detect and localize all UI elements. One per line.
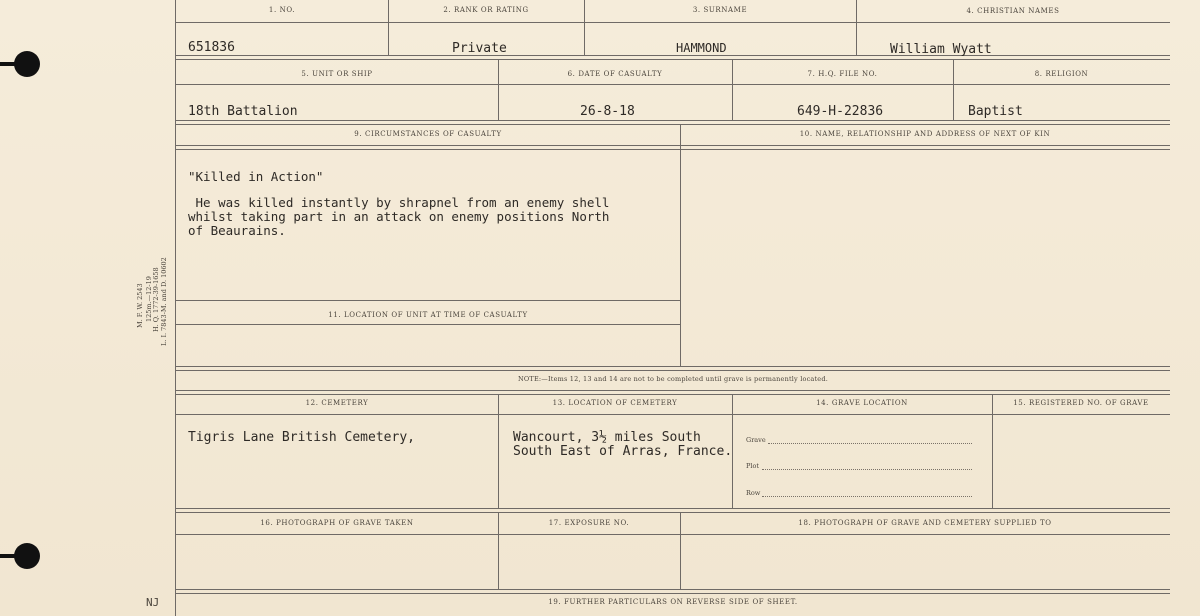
divider [176,22,1170,23]
value-date: 26-8-18 [580,104,635,119]
punch-hole-top [14,51,40,77]
side-print-1: M. F. W. 2543 [136,283,144,328]
value-christian: William Wyatt [890,42,992,57]
divider [176,120,1170,125]
divider [176,324,680,325]
divider [176,589,1170,594]
circumstances-line-1: "Killed in Action" [188,169,324,184]
divider [498,60,499,120]
header-circumstances: 9. CIRCUMSTANCES OF CASUALTY [354,130,502,138]
value-no: 651836 [188,40,235,55]
divider [176,366,1170,371]
divider [176,414,1170,415]
header-kin: 10. NAME, RELATIONSHIP AND ADDRESS OF NEXT OF KIN [799,130,1051,138]
header-surname: 3. SURNAME [692,6,748,14]
header-registered: 15. REGISTERED NO. OF GRAVE [1013,399,1149,407]
value-hq: 649-H-22836 [797,104,884,119]
header-exposure: 17. EXPOSURE NO. [548,519,630,527]
divider [176,55,1170,60]
note-text: NOTE:—Items 12, 13 and 14 are not to be completed until grave is permanently located. [518,375,828,383]
header-hq: 7. H.Q. FILE NO. [807,70,878,78]
divider [176,84,1170,85]
header-photo-supplied: 18. PHOTOGRAPH OF GRAVE AND CEMETERY SUPPLIED TO [798,519,1052,527]
punch-hole-bottom [14,543,40,569]
plot-field-label: Plot [746,462,759,470]
header-cem-location: 13. LOCATION OF CEMETERY [552,399,678,407]
divider [953,60,954,120]
header-cemetery: 12. CEMETERY [305,399,369,407]
row-field-label: Row [746,489,761,497]
value-cem-location-1: Wancourt, 3½ miles South [513,430,701,445]
circumstances-line-4: of Beaurains. [188,223,286,238]
divider [992,394,993,508]
value-cemetery: Tigris Lane British Cemetery, [188,430,415,445]
header-date: 6. DATE OF CASUALTY [567,70,663,78]
header-religion: 8. RELIGION [1034,70,1089,78]
initials: NJ [146,596,160,609]
grave-field-line [768,443,972,444]
header-rank: 2. RANK OR RATING [443,6,529,14]
plot-field-line [762,469,972,470]
value-surname: HAMMOND [676,41,727,55]
side-print-3: H. Q. 1772-39-1658 [152,267,160,332]
row-field-line [762,496,972,497]
header-unit: 5. UNIT OR SHIP [301,70,373,78]
footer-further-particulars: 19. FURTHER PARTICULARS ON REVERSE SIDE OF SHEET. [548,598,798,606]
divider [176,145,1170,150]
value-cem-location-2: South East of Arras, France. [513,444,733,459]
header-grave-location: 14. GRAVE LOCATION [816,399,908,407]
divider [732,60,733,120]
circumstances-line-3: whilst taking part in an attack on enemy positions North [188,209,610,224]
side-print-4: L. I. 7843-M. and D. 10602 [160,257,168,346]
value-religion: Baptist [968,104,1023,119]
header-no: 1. NO. [268,6,296,14]
grave-field-label: Grave [746,436,766,444]
header-christian: 4. CHRISTIAN NAMES [966,7,1060,15]
header-location-unit: 11. LOCATION OF UNIT AT TIME OF CASUALTY [328,311,528,319]
side-print-2: 125m.—12-19 [145,276,153,322]
divider [176,390,1170,395]
divider [176,534,1170,535]
header-photo-taken: 16. PHOTOGRAPH OF GRAVE TAKEN [260,519,414,527]
divider [680,124,681,366]
circumstances-line-2: He was killed instantly by shrapnel from an enemy shell [188,195,610,210]
divider [176,508,1170,513]
divider [176,300,680,301]
divider [498,394,499,508]
value-rank: Private [452,41,507,56]
value-unit: 18th Battalion [188,104,298,119]
